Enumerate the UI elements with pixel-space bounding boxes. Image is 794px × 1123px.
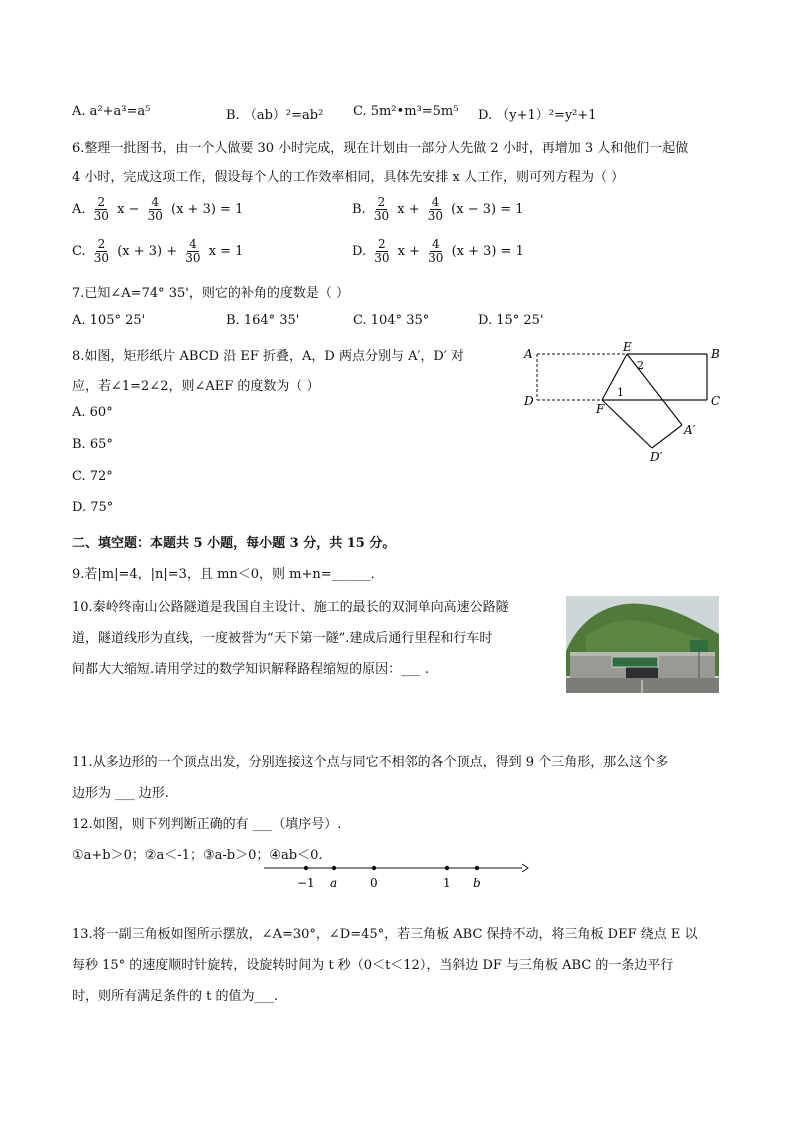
q5-option-a: A. a²+a³=a⁵ <box>72 104 151 119</box>
q6-option-d: D. $\frac{2}{30}$ x + $\frac{4}{30}$ (x + 3) = 1 <box>352 237 524 265</box>
axis-label-a: a <box>330 876 338 890</box>
q8-stem-line2: 应，若∠1=2∠2，则∠AEF 的度数为（ ） <box>72 379 320 394</box>
point-1 <box>445 866 449 870</box>
point-neg1 <box>304 866 308 870</box>
q10-line1: 10.秦岭终南山公路隧道是我国自主设计、施工的最长的双洞单向高速公路隧 <box>72 600 509 615</box>
q5-option-c: C. 5m²•m³=5m⁵ <box>353 104 459 119</box>
q6-stem-line1: 6.整理一批图书，由一个人做要 30 小时完成，现在计划由一部分人先做 2 小时，再增加 3 人和他们一起做 <box>72 141 689 156</box>
q8-fold-figure <box>520 340 730 470</box>
fig-label-a-prime: A′ <box>684 423 696 437</box>
q6-option-a: A. $\frac{2}{30}$ x − $\frac{4}{30}$ (x + 3) = 1 <box>72 195 244 223</box>
axis-label-b: b <box>473 876 481 890</box>
q8-option-b: B. 65° <box>72 437 113 452</box>
fig-label-d: D <box>524 394 534 408</box>
q5-option-b: B. （ab）²=ab² <box>226 108 324 123</box>
q12-number-line <box>262 860 530 894</box>
section2-title: 二、填空题：本题共 5 小题，每小题 3 分，共 15 分。 <box>72 536 396 551</box>
q10-line3: 间都大大缩短.请用学过的数学知识解释路程缩短的原因：___ . <box>72 662 429 677</box>
fig-line-a2d2 <box>652 425 682 448</box>
q7-option-c: C. 104° 35° <box>353 313 430 328</box>
q7-stem: 7.已知∠A=74° 35'，则它的补角的度数是（ ） <box>72 286 349 301</box>
axis-label-1: 1 <box>443 876 451 890</box>
point-b <box>475 866 479 870</box>
q12-items: ①a+b＞0；②a＜-1；③a-b＞0；④ab＜0. <box>72 848 323 863</box>
q5-option-d: D. （y+1）²=y²+1 <box>478 108 597 123</box>
point-a <box>332 866 336 870</box>
fig-label-angle-1: 1 <box>617 386 624 399</box>
fig-label-b: B <box>711 347 720 361</box>
fig-label-angle-2: 2 <box>637 359 644 372</box>
q10-line2: 道，隧道线形为直线，一度被誉为“天下第一隧”.建成后通行里程和行车时 <box>72 631 493 646</box>
axis-label-neg1: −1 <box>297 876 315 890</box>
q13-line2: 每秒 15° 的速度顺时针旋转，设旋转时间为 t 秒（0＜t＜12），当斜边 DF 与三角板 ABC 的一条边平行 <box>72 958 674 973</box>
q8-option-a: A. 60° <box>72 405 113 420</box>
point-0 <box>372 866 376 870</box>
q7-option-d: D. 15° 25' <box>478 313 544 328</box>
q6-option-c: C. $\frac{2}{30}$ (x + 3) + $\frac{4}{30}$ x = 1 <box>72 237 244 265</box>
fig-label-e: E <box>623 340 632 354</box>
q6-stem-line2: 4 小时，完成这项工作，假设每个人的工作效率相同，具体先安排 x 人工作，则可列方程为（ ） <box>72 170 625 185</box>
fig-label-f: F <box>596 402 605 416</box>
fig-line-ea2 <box>627 354 682 425</box>
q8-option-d: D. 75° <box>72 500 114 515</box>
q13-line3: 时，则所有满足条件的 t 的值为___. <box>72 989 279 1004</box>
q8-stem-line1: 8.如图，矩形纸片 ABCD 沿 EF 折叠，A，D 两点分别与 A′，D′ 对 <box>72 349 464 364</box>
q6-option-b: B. $\frac{2}{30}$ x + $\frac{4}{30}$ (x − 3) = 1 <box>352 195 524 223</box>
q8-option-c: C. 72° <box>72 469 113 484</box>
q13-line1: 13.将一副三角板如图所示摆放，∠A=30°，∠D=45°，若三角板 ABC 保持不动，将三角板 DEF 绕点 E 以 <box>72 927 698 942</box>
fig-label-a: A <box>524 347 533 361</box>
q7-option-b: B. 164° 35' <box>226 313 300 328</box>
tunnel-photo <box>566 596 719 693</box>
axis-label-0: 0 <box>370 876 378 890</box>
fig-label-c: C <box>711 394 721 408</box>
q7-option-a: A. 105° 25' <box>72 313 146 328</box>
q11-line2: 边形为 ___ 边形. <box>72 786 169 801</box>
q12-stem: 12.如图，则下列判断正确的有 ___（填序号）. <box>72 817 342 832</box>
q9-stem: 9.若|m|=4，|n|=3，且 mn＜0，则 m+n=______． <box>72 567 384 582</box>
fig-line-d2f <box>602 400 652 448</box>
fig-label-d-prime: D′ <box>650 450 663 464</box>
axis-arrow <box>522 864 528 872</box>
q11-line1: 11.从多边形的一个顶点出发，分别连接这个点与同它不相邻的各个顶点，得到 9 个三角形，那么这个多 <box>72 755 669 770</box>
